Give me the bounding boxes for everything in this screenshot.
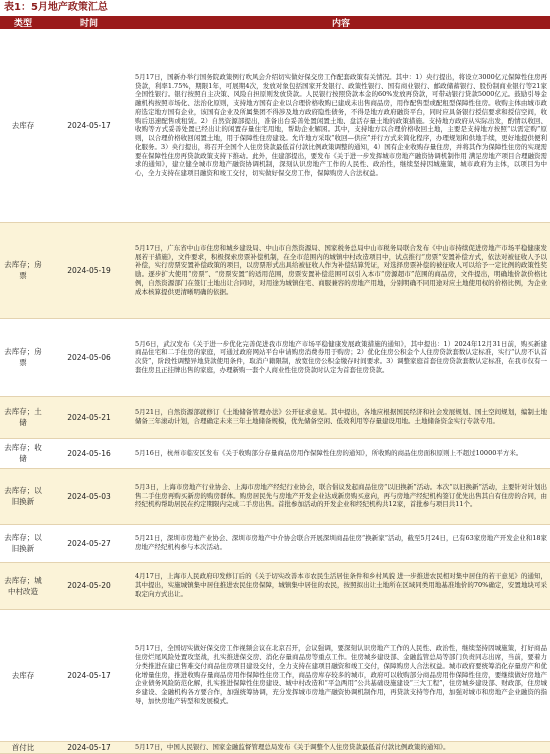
row-content: 5月17日，全国切实做好保交房工作视频会议在北京召开，会议强调，要深刻认识房地产工作的人民性、政治性，继续坚持因城施策，打好商品住房烂尾风险处置攻坚战，扎实推进保交房、消化存量商品房等重点工作。住房城乡建设部、金融监管总局等部门负责同志出席，当前，要着力分类推进在建已售难交付商品住房项目建设交付，全力支持在建项目融资和竣工交付，保障购房人合法权益。城市政府要统筹消化存量房产和优化增量住房，推进收购存量商品房用作保障性住房工作，商品房库存较多的城市，政府可以收购部分商品房用作保障性住房，要继续做好房地产企业债务风险防范化解，扎实推进保障性住房建设、城中村改造和“平急两用”公共基础设施建设“三大工程”，住房城乡建设部、财政部，住房城乡建设、金融机构各方要合作，加强统筹协调，充分发挥城市房地产融资协调机制作用，再贷款支持等作用，加强对城市和房地产企业融资的指导，加快房地产转型和发展模式。 [132,609,550,741]
row-date: 2024-05-19 [46,222,132,318]
table-row [0,609,550,741]
table-row [0,741,550,753]
row-type: 去库存；以旧换新 [0,524,46,562]
column-header-type: 类型 [0,16,46,29]
row-date: 2024-05-16 [46,438,132,468]
table-row [0,222,550,318]
table-row [0,562,550,609]
row-content: 5月21日，自然资源部就修订《土地储备管理办法》公开征求意见。其中提出，各地应根据国民经济和社会发展规划、国土空间规划，编制土地储备三年滚动计划，合理确定未来三年土地储备规模，优先储备空闲、低效利用等存量建设用地。土地储备资金实行专款专用。 [132,396,550,438]
column-header-content: 内容 [132,16,550,29]
row-content: 5月17日，广东省中山市住房和城乡建设局、中山市自然资源局、国家税务总局中山市税务局联合发布《中山市持续促进房地产市场平稳健康发展若干措施》，文件要求，积极探索房票补偿机制，在全市范围内的城镇中村改造项目中，试点推行“房票”安置补偿方式，依法对被征收人予以补偿，实行房票安置补偿政策的项目，以房票形式出具给被征收人作为补偿结算凭证，对选择房票补偿的被征收人可以给予一定比例的政策性奖励。逐步扩大使用“房票”、“房票安置”的适用范围，房票安置补偿范围可以引入本市“房源超市”范围的商品房，文件提出，明确地价款价格比例，自然资源部门在签订土地出让合同时，对用途为城镇住宅、商服兼容的房地产用地，分别明确不同用途对应土地使用权的价格比例，为企业成本核算提供更清晰明确的依据。 [132,222,550,318]
table-row [0,318,550,396]
row-type: 去库存 [0,29,46,222]
row-content: 5月17日，中国人民银行、国家金融监督管理总局发布《关于调整个人住房贷款最低首付款比例政策的通知》。 [132,741,550,753]
column-header-date: 时间 [46,16,132,29]
row-date: 2024-05-27 [46,524,132,562]
row-content: 4月17日，上海市人民政府印发修订后的《关于切实改善本市农民生活居住条件和乡村风貌 进一步推进农民相对集中居住的若干意见》的通知，其中提出，实施城镇集中居住推进农民住房保障，城镇集中居住的农民，按照拟出让土地所在区域同类用地基准地价的70%确定，安置地块可采取定向方式出让。 [132,562,550,609]
row-date: 2024-05-17 [46,29,132,222]
row-date: 2024-05-06 [46,318,132,396]
row-type: 首付比 [0,741,46,753]
row-type: 去库存；以旧换新 [0,468,46,524]
row-date: 2024-05-17 [46,609,132,741]
row-type: 去库存；收储 [0,438,46,468]
policy-table [0,16,550,754]
table-header [0,16,550,29]
row-date: 2024-05-17 [46,741,132,753]
row-type: 去库存；城中村改造 [0,562,46,609]
row-content: 5月21日，深圳市房地产业协会、深圳市房地产中介协会联合开展深圳商品住房“换新家”活动，截至5月24日，已有63家房地产开发企业和18家房地产经纪机构参与本次活动。 [132,524,550,562]
row-type: 去库存；房票 [0,222,46,318]
table-title: 表1：5月地产政策汇总 [4,2,108,13]
row-content: 5月6日，武汉发布《关于进一步优化完善促进我市房地产市场平稳健康发展政策措施的通知》，其中提出：1）2024年12月31日前，购买新建商品住宅和二手住房的家庭，可通过政府网站平台申请购房消费券用于购房；2）优化住房公积金个人住房贷款套数认定标准，实行“认房不认首次贷”，阶段性调整异地贷款使用条件，取消户籍限制，放宽住房公积金缴存时间要求。3）调整家庭首套住房贷款套数认定标准，在我市仅有一套住房且正挂牌出售的家庭，办理新购一套个人商业性住房贷款时认定为首套住房贷款。 [132,318,550,396]
table-row [0,29,550,222]
row-type: 去库存；房票 [0,318,46,396]
row-date: 2024-05-21 [46,396,132,438]
table-row [0,438,550,468]
row-content: 5月17日，国新办举行国务院政策例行吹风会介绍切实做好保交房工作配套政策有关情况。其中：1）央行提出，将设立3000亿元保障性住房再贷款，利率1.75%，期限1年，可展期4次，发放对象包括国家开发银行、政策性银行、国有商业银行、邮政储蓄银行、股份制商业银行等21家全国性银行。银行按照自主决策、风险自担原则发放贷款。人民银行按照贷款本金的60%发放再贷款，可带动银行贷款5000亿元。鼓励引导金融机构按照市场化、法治化原则，支持地方国有企业以合理价格收购已建成未出售商品房，用作配售型或配租型保障性住房。收购主体由城市政府选定地方国有企业，该国有企业及所属集团不得涉及地方政府隐性债务，不得是地方政府融资平台，同时应具备银行授信要求和授信空间，收购后迅速配售或租赁。2）自然资源部提出，准备出台妥善处置闲置土地、盘活存量土地的政策措施。支持地方政府从实际出发，酌情以收回、收购等方式妥善处置已经出让的闲置存量住宅用地，帮助企业解困。其中，支持地方以合理价格收回土地，主要是支持地方按照“以需定购”原则，以合理价格收回闲置土地，用于保障性住房建设。允许地方采取“收回—供应”并行方式来简化程序，办理规划和供地手续，更好地提供便利化服务。3）央行提出，将召开全国个人住房贷款最低首付款比例政策调整的通知，4）国有企业收购存量住房，并将其作为保障性住房的实现需要在保障性住房再贷款政策支持下推动。此外，住建部提出，要发布《关于进一步发挥城市房地产融资协调机制作用 满足房地产项目合理融资需求的通知》，建立健全城市房地产融资协调机制，深刻认识房地产工作的人民性、政治性，继续坚持因城施策，城市政府为主体，以项目为中心，全力支持在建项目融资和竣工交付，切实做好保交房工作，保障购房人合法权益。 [132,29,550,222]
table-row [0,396,550,438]
table-row [0,524,550,562]
row-content: 5月3日，上海市房地产行业协会、上海市房地产经纪行业协会，联合倡议发起商品住房“以旧换新”活动。本次“以旧换新”活动，主要针对计划出售二手住房再购买新房的购房群体。购房居民先与房地产开发企业达成新房购买意向，再与房地产经纪机构签订优先出售其自有住房的合同，由经纪机构帮助居民在约定期限内完成二手房出售。首批参加活动的开发企业和经纪机构共12家，首批参与项目共11个。 [132,468,550,524]
table-row [0,468,550,524]
row-date: 2024-05-20 [46,562,132,609]
row-type: 去库存；土储 [0,396,46,438]
row-content: 5月16日，杭州市临安区发布《关于收购部分存量商品房用作保障性住房的通知》，所收购的商品住房面积原则上不超过10000平方米。 [132,438,550,468]
row-date: 2024-05-03 [46,468,132,524]
row-type: 去库存 [0,609,46,741]
